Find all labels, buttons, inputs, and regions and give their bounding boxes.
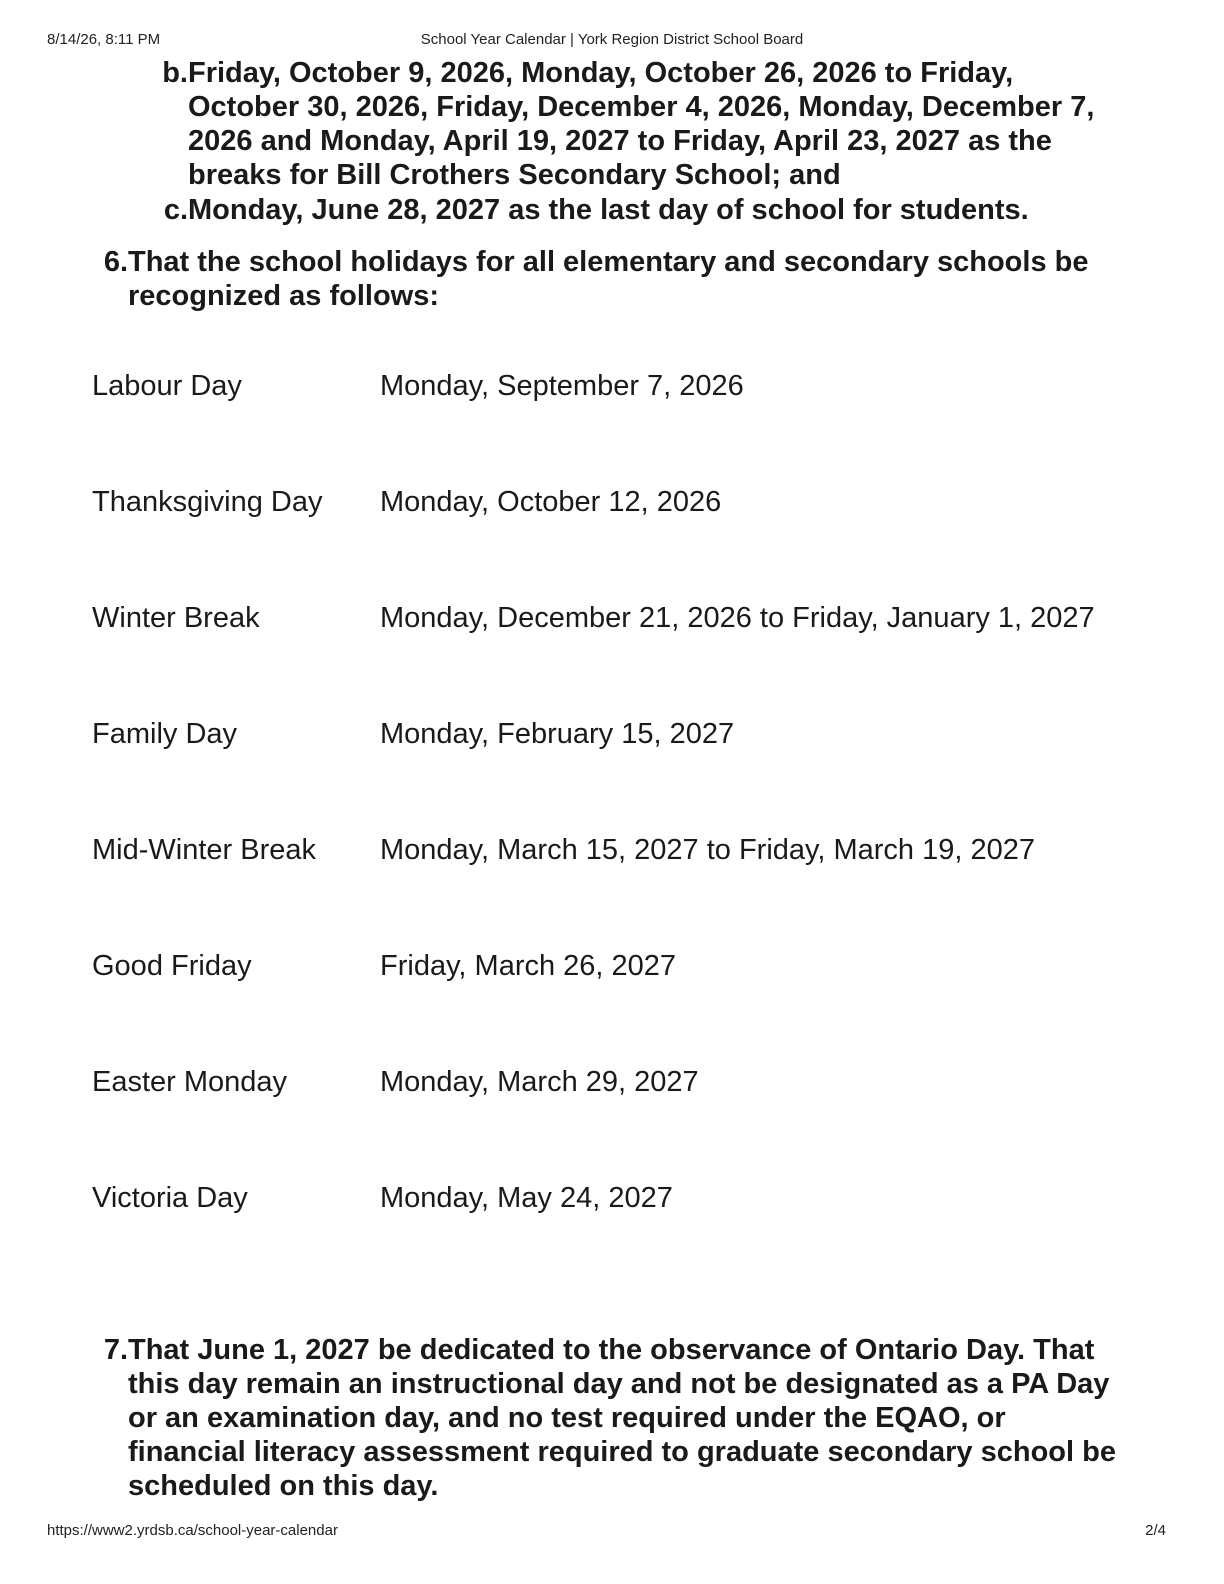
holiday-name: Good Friday xyxy=(92,950,252,982)
table-row xyxy=(92,832,1172,872)
text-line: That June 1, 2027 be dedicated to the observance of Ontario Day. That xyxy=(128,1334,1095,1366)
text-line: Friday, October 9, 2026, Monday, October 26, 2026 to Friday, xyxy=(188,57,1014,89)
table-row xyxy=(92,484,1172,524)
text-line: Monday, June 28, 2027 as the last day of school for students. xyxy=(188,194,1029,226)
table-row xyxy=(92,1064,1172,1104)
text-line: financial literacy assessment required to graduate secondary school be xyxy=(128,1436,1116,1468)
list-marker: c. xyxy=(163,194,188,226)
print-footer xyxy=(0,1522,1224,1542)
table-row xyxy=(92,600,1172,640)
page-number: 2/4 xyxy=(1145,1522,1166,1539)
holiday-date: Monday, March 15, 2027 to Friday, March 19, 2027 xyxy=(380,834,1035,866)
list-marker: b. xyxy=(162,57,188,89)
holiday-date: Monday, September 7, 2026 xyxy=(380,370,744,402)
holiday-name: Thanksgiving Day xyxy=(92,486,323,518)
page-url: https://www2.yrdsb.ca/school-year-calendar xyxy=(47,1522,338,1539)
holiday-name: Mid-Winter Break xyxy=(92,834,316,866)
text-line: recognized as follows: xyxy=(128,280,439,312)
holiday-date: Monday, December 21, 2026 to Friday, January 1, 2027 xyxy=(380,602,1095,634)
text-line: breaks for Bill Crothers Secondary School; and xyxy=(188,159,841,191)
list-item-b xyxy=(150,56,1150,196)
holiday-name: Labour Day xyxy=(92,370,242,402)
list-marker: 6. xyxy=(103,246,128,278)
holiday-name: Easter Monday xyxy=(92,1066,288,1098)
text-line: That the school holidays for all elementary and secondary schools be xyxy=(128,246,1089,278)
list-item-text xyxy=(128,1333,1158,1503)
print-datetime: 8/14/26, 8:11 PM xyxy=(47,31,161,48)
holiday-name: Victoria Day xyxy=(92,1182,248,1214)
list-marker: 7. xyxy=(103,1334,128,1366)
text-line: October 30, 2026, Friday, December 4, 2026, Monday, December 7, xyxy=(188,91,1095,123)
list-item-text xyxy=(188,193,1148,227)
print-header xyxy=(0,31,1224,51)
holiday-date: Monday, March 29, 2027 xyxy=(380,1066,699,1098)
text-line: 2026 and Monday, April 19, 2027 to Friday, April 23, 2027 as the xyxy=(188,125,1052,157)
table-row xyxy=(92,948,1172,988)
holiday-date: Friday, March 26, 2027 xyxy=(380,950,677,982)
holiday-date: Monday, May 24, 2027 xyxy=(380,1182,673,1214)
table-row xyxy=(92,368,1172,408)
holiday-name: Winter Break xyxy=(92,602,260,634)
table-row xyxy=(92,1180,1172,1220)
holiday-name: Family Day xyxy=(92,718,238,750)
holiday-date: Monday, October 12, 2026 xyxy=(380,486,722,518)
table-row xyxy=(92,716,1172,756)
list-item-7 xyxy=(88,1333,1158,1505)
list-item-c xyxy=(150,193,1150,229)
text-line: or an examination day, and no test required under the EQAO, or xyxy=(128,1402,1006,1434)
text-line: scheduled on this day. xyxy=(128,1470,439,1502)
print-page-title: School Year Calendar | York Region District School Board xyxy=(420,31,804,48)
holiday-date: Monday, February 15, 2027 xyxy=(380,718,735,750)
list-item-text xyxy=(188,56,1148,192)
list-item-text xyxy=(128,245,1158,313)
list-item-6 xyxy=(88,245,1158,315)
text-line: this day remain an instructional day and not be designated as a PA Day xyxy=(128,1368,1110,1400)
